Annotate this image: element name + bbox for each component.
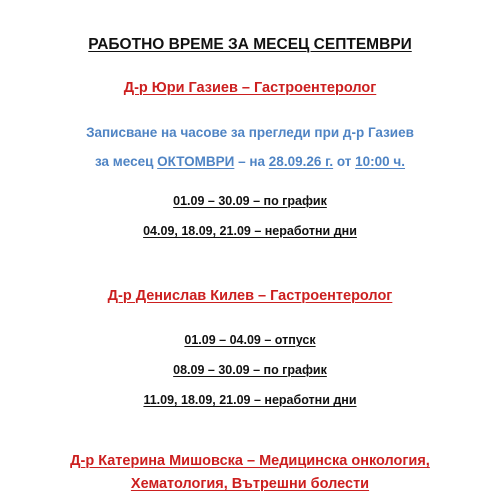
booking-time: 10:00 ч. [355,154,406,169]
doctor-3-name: Д-р Катерина Мишовска – Медицинска онкология, [70,453,430,469]
doctor-2-schedule-3: 11.09, 18.09, 21.09 – неработни дни [143,393,357,407]
doctor-2-name: Д-р Денислав Килев – Гастроентеролог [107,288,393,304]
doctor-1-heading [0,81,500,96]
doctor-1-name: Д-р Юри Газиев – Гастроентеролог [123,80,377,96]
booking-month: ОКТОМВРИ [157,154,235,169]
doctor-1-schedule-2: 04.09, 18.09, 21.09 – неработни дни [143,224,357,238]
doctor-3-heading-2 [0,477,500,492]
doctor-2-schedule-2: 08.09 – 30.09 – по график [173,363,327,377]
booking-info-line-1: Записване на часове за прегледи при д-р Газиев [86,125,414,140]
doctor-3-heading-1 [0,454,500,469]
page-title: РАБОТНО ВРЕМЕ ЗА МЕСЕЦ СЕПТЕМВРИ [88,36,412,53]
booking-middle: – на [234,154,269,169]
doctor-1-schedule-1: 01.09 – 30.09 – по график [173,194,327,208]
booking-date: 28.09.26 г. [268,154,334,169]
doctor-2-schedule-1: 01.09 – 04.09 – отпуск [184,333,316,347]
doctor-3-specialties: Хематология, Вътрешни болести [130,476,370,492]
booking-info-line-2 [0,155,500,169]
booking-prefix: за месец [94,154,158,169]
doctor-2-heading [0,289,500,304]
booking-middle-2: от [333,154,356,169]
